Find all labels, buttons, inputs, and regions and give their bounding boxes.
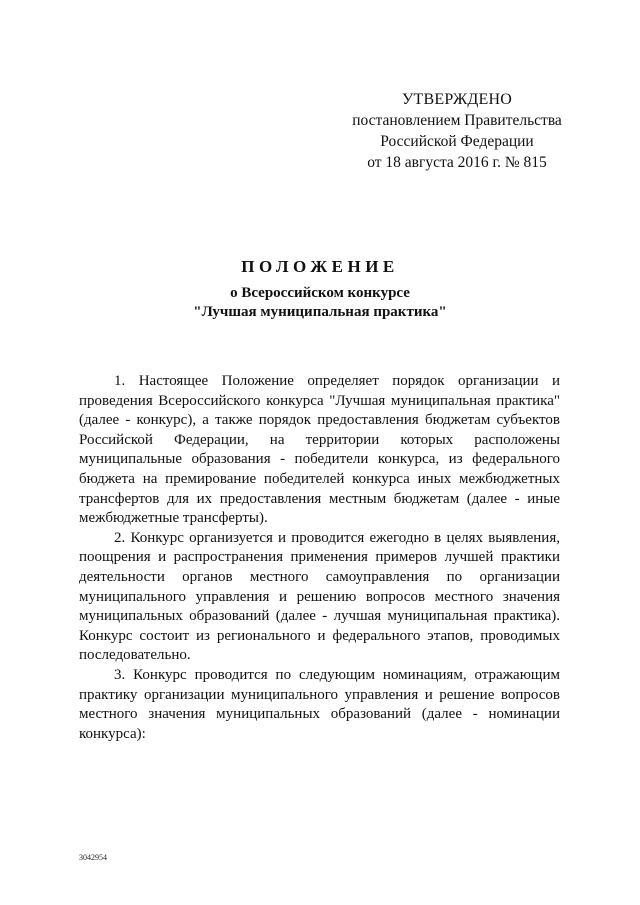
paragraph-2: 2. Конкурс организуется и проводится ежегодно в целях выявления, поощрения и распространения применения примеров лучшей практики деятельности органов местного самоуправления по организации муниципального управления и решению вопросов местного значения муниципальных образований (далее - лучшая муниципальная практика). Конкурс состоит из регионального и федерального этапов, проводимых последовательно. <box>79 529 560 664</box>
approval-line-1: постановлением Правительства <box>352 112 562 129</box>
document-code: 3042954 <box>79 853 107 862</box>
document-subtitle-line-2: "Лучшая муниципальная практика" <box>193 304 447 320</box>
approval-stamp: УТВЕРЖДЕНО <box>401 91 512 108</box>
paragraph-3: 3. Конкурс проводится по следующим номинациям, отражающим практику организации муниципального управления и решение вопросов местного значения муниципальных образований (далее - номинации конкурса): <box>79 666 560 742</box>
document-title: ПОЛОЖЕНИЕ <box>241 257 399 276</box>
paragraph-1: 1. Настоящее Положение определяет порядок организации и проведения Всероссийского конкурса "Лучшая муниципальная практика" (далее - конкурс), а также порядок предоставления бюджетам субъектов Российской Федерации, на территории которых расположены муниципальные образования - победители конкурса, из федерального бюджета на премирование победителей конкурса иных межбюджетных трансфертов для их предоставления местным бюджетам (далее - иные межбюджетные трансферты). <box>79 373 560 527</box>
approval-block <box>320 89 594 173</box>
title-block <box>60 256 580 322</box>
approval-line-2: Российской Федерации <box>380 133 534 150</box>
document-body <box>79 372 560 744</box>
approval-line-3: от 18 августа 2016 г. № 815 <box>367 154 547 171</box>
document-subtitle-line-1: о Всероссийском конкурсе <box>230 285 410 301</box>
